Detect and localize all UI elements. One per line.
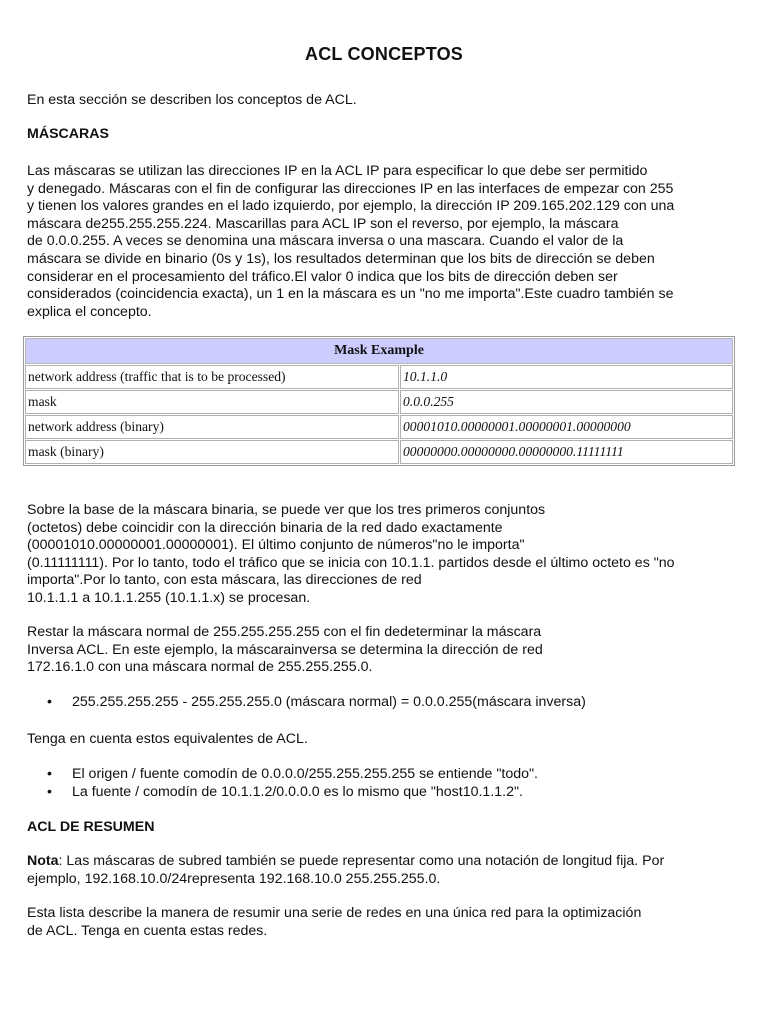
paragraph-line: (0.11111111). Por lo tanto, todo el tráfico que se inicia con 10.1.1. partidos desde el último octeto es "no [27,554,675,571]
note-label: Nota [27,853,59,869]
bullet-marker: • [47,784,52,800]
equivalents-intro: Tenga en cuenta estos equivalentes de ACL. [27,731,308,747]
bullet-inverse-mask: 255.255.255.255 - 255.255.255.0 (máscara normal) = 0.0.0.255(máscara inversa) [72,694,586,710]
note-paragraph [27,853,747,888]
paragraph-line: de 0.0.0.255. A veces se denomina una máscara inversa o una mascara. Cuando el valor de la [27,233,624,250]
paragraph-line: ejemplo, 192.168.10.0/24representa 192.168.10.0 255.255.255.0. [27,870,441,887]
paragraph-line: 10.1.1.1 a 10.1.1.255 (10.1.1.x) se procesan. [27,589,311,606]
section-heading-summary: ACL DE RESUMEN [27,819,155,835]
row-value: 00001010.00000001.00000001.00000000 [400,415,733,439]
summary-paragraph [27,905,747,940]
row-label: mask [25,390,399,414]
note-text: : Las máscaras de subred también se puede representar como una notación de longitud fija. Por [58,853,665,869]
table-header: Mask Example [25,338,733,364]
row-value: 0.0.0.255 [400,390,733,414]
paragraph-line: (octetos) debe coincidir con la dirección binaria de la red dado exactamente [27,519,503,536]
paragraph-line: (00001010.00000001.00000001). El último conjunto de números"no le importa" [27,537,525,554]
page-title: ACL CONCEPTOS [305,44,463,64]
paragraph-line: y tienen los valores grandes en el lado izquierdo, por ejemplo, la dirección IP 209.165.202.129 con una [27,198,675,215]
mask-example-table [23,336,735,466]
table-row [25,440,733,464]
paragraph-line: explica el concepto. [27,303,152,320]
subtract-paragraph [27,624,747,677]
row-label: network address (traffic that is to be processed) [25,365,399,389]
intro-text: En esta sección se describen los conceptos de ACL. [27,92,357,108]
table-row [25,365,733,389]
bullet-equivalent-any: El origen / fuente comodín de 0.0.0.0/255.255.255.255 se entiende "todo". [72,766,538,782]
paragraph-line: considerados (coincidencia exacta), un 1 en la máscara es un "no me importa".Este cuadro también se [27,286,674,303]
paragraph-line: Sobre la base de la máscara binaria, se puede ver que los tres primeros conjuntos [27,502,546,518]
bullet-equivalent-host: La fuente / comodín de 10.1.1.2/0.0.0.0 es lo mismo que "host10.1.1.2". [72,784,523,800]
row-value: 00000000.00000000.00000000.11111111 [400,440,733,464]
table-row [25,415,733,439]
paragraph-line: Esta lista describe la manera de resumir una serie de redes en una única red para la optimización [27,905,642,921]
paragraph-line: de ACL. Tenga en cuenta estas redes. [27,922,268,939]
paragraph-line: considerar en el procesamiento del tráfico.El valor 0 indica que los bits de dirección deben ser [27,268,618,285]
paragraph-line: máscara de255.255.255.224. Mascarillas para ACL IP son el reverso, por ejemplo, la máscara [27,215,619,232]
row-value: 10.1.1.0 [400,365,733,389]
binary-paragraph [27,502,747,608]
paragraph-line: Inversa ACL. En este ejemplo, la máscarainversa se determina la dirección de red [27,641,543,658]
row-label: mask (binary) [25,440,399,464]
paragraph-line: importa".Por lo tanto, con esta máscara, las direcciones de red [27,572,422,589]
row-label: network address (binary) [25,415,399,439]
paragraph-line: 172.16.1.0 con una máscara normal de 255.255.255.0. [27,659,373,676]
masks-paragraph [27,163,747,321]
paragraph-line: Las máscaras se utilizan las direcciones IP en la ACL IP para especificar lo que debe ser permitido [27,163,648,179]
table-row [25,390,733,414]
paragraph-line: Restar la máscara normal de 255.255.255.255 con el fin dedeterminar la máscara [27,624,542,640]
bullet-marker: • [47,766,52,782]
paragraph-line: y denegado. Máscaras con el fin de configurar las direcciones IP en las interfaces de empezar con 255 [27,180,674,197]
paragraph-line [27,853,747,871]
paragraph-line: máscara se divide en binario (0s y 1s), los resultados determinan que los bits de dirección se deben [27,250,655,267]
bullet-marker: • [47,694,52,710]
section-heading-masks: MÁSCARAS [27,126,109,142]
